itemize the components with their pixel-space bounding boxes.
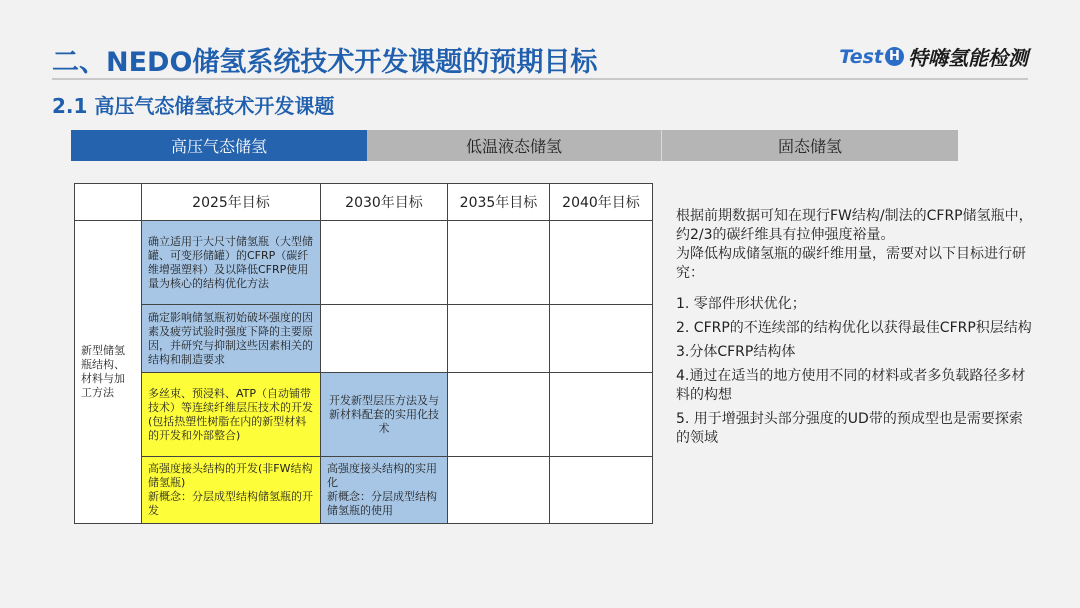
table-row (75, 457, 653, 524)
list-item: 3.分体CFRP结构体 (676, 344, 796, 360)
research-notes (676, 207, 1036, 453)
goal-2035-cell (448, 221, 550, 305)
tab-solid-state[interactable]: 固态储氢 (661, 130, 958, 161)
goal-2025-cell: 高强度接头结构的开发(非FW结构储氢瓶) 新概念：分层成型结构储氢瓶的开发 (142, 457, 321, 524)
logo-text-en: Test (839, 45, 883, 68)
goal-2025-cell: 确定影响储氢瓶初始破坏强度的因素及疲劳试验时强度下降的主要原因，并研究与抑制这些因素相关的结构和制造要求 (142, 305, 321, 373)
goal-2030-cell: 开发新型层压方法及与新材料配套的实用化技术 (321, 373, 448, 457)
section-subtitle: 2.1 高压气态储氢技术开发课题 (52, 94, 335, 118)
header-cell-empty (75, 184, 142, 221)
table-header-row (75, 184, 653, 221)
category-cell: 新型储氢瓶结构、材料与加工方法 (75, 221, 142, 524)
table-row (75, 221, 653, 305)
brand-logo (839, 42, 1028, 71)
header-cell-2030: 2030年目标 (321, 184, 448, 221)
list-item: 2. CFRP的不连续部的结构优化以获得最佳CFRP积层结构 (676, 320, 1032, 336)
storage-type-tabs (71, 130, 958, 161)
list-item: 4.通过在适当的地方使用不同的材料或者多负载路径多材料的构想 (676, 368, 1026, 403)
goals-table (74, 183, 653, 524)
goal-2035-cell (448, 373, 550, 457)
goal-2040-cell (550, 221, 653, 305)
goal-2030-cell: 高强度接头结构的实用化 新概念：分层成型结构储氢瓶的使用 (321, 457, 448, 524)
goal-2030-cell (321, 305, 448, 373)
notes-list (676, 295, 1036, 448)
header-cell-2025: 2025年目标 (142, 184, 321, 221)
goal-2035-cell (448, 305, 550, 373)
goal-2025-cell: 多丝束、预浸料、ATP（自动铺带技术）等连续纤维层压技术的开发 (包括热塑性树脂在内的新型材料的开发和外部整合) (142, 373, 321, 457)
notes-intro: 根据前期数据可知在现行FW结构/制法的CFRP储氢瓶中，约2/3的碳纤维具有拉伸强度裕量。 为降低构成储氢瓶的碳纤维用量，需要对以下目标进行研究： (676, 208, 1033, 281)
goal-2025-cell: 确立适用于大尺寸储氢瓶（大型储罐、可变形储罐）的CFRP（碳纤维增强塑料）及以降低CFRP使用量为核心的结构优化方法 (142, 221, 321, 305)
goal-2035-cell (448, 457, 550, 524)
list-item: 5. 用于增强封头部分强度的UD带的预成型也是需要探索的领域 (676, 411, 1023, 446)
header-divider (52, 78, 1028, 80)
tab-cryogenic-liquid[interactable]: 低温液态储氢 (367, 130, 661, 161)
header-cell-2040: 2040年目标 (550, 184, 653, 221)
header-cell-2035: 2035年目标 (448, 184, 550, 221)
goal-2040-cell (550, 305, 653, 373)
goal-2040-cell (550, 373, 653, 457)
table-row (75, 305, 653, 373)
page-title: 二、NEDO储氢系统技术开发课题的预期目标 (52, 47, 598, 78)
tab-high-pressure-gas[interactable]: 高压气态储氢 (71, 130, 367, 161)
goal-2040-cell (550, 457, 653, 524)
goal-2030-cell (321, 221, 448, 305)
table-row (75, 373, 653, 457)
logo-h-icon: H (885, 47, 904, 66)
logo-text-cn: 特嗨氢能检测 (908, 46, 1028, 70)
list-item: 1. 零部件形状优化； (676, 296, 806, 312)
